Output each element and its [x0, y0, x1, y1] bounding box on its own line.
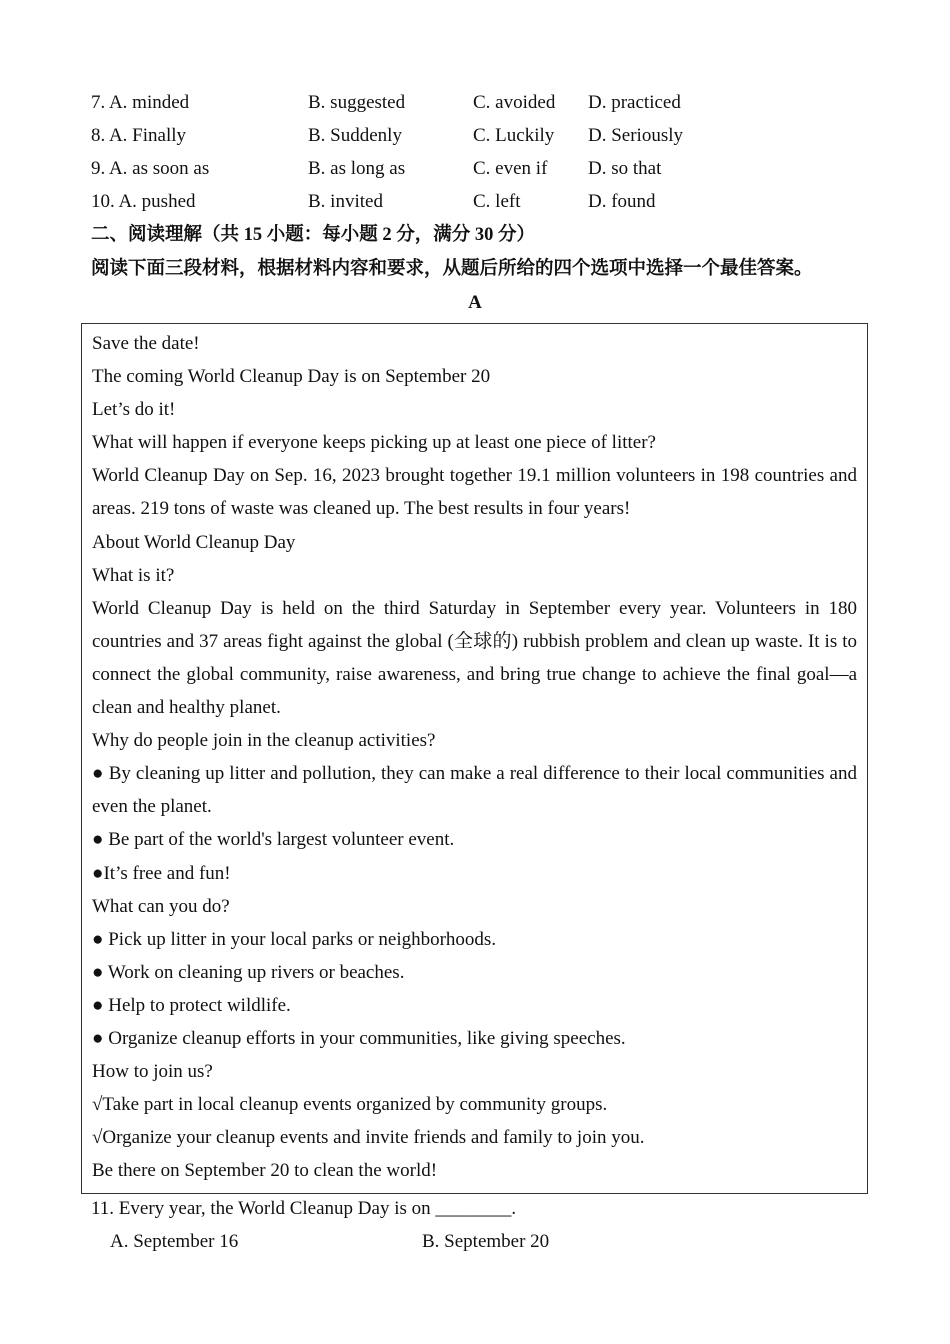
passage-line: About World Cleanup Day [92, 531, 296, 553]
bullet-item: ● By cleaning up litter and pollution, they can make a real difference to their local communities and even the planet. [92, 763, 857, 818]
passage-line: Let’s do it! [92, 399, 176, 421]
check-item: √Take part in local cleanup events organized by community groups. [92, 1094, 608, 1116]
bullet-item: ● Organize cleanup efforts in your communities, like giving speeches. [92, 1027, 626, 1049]
question-11-option-a: A. September 16 [110, 1231, 239, 1252]
option-b: B. invited [308, 191, 383, 212]
passage-paragraph: World Cleanup Day on Sep. 16, 2023 brought together 19.1 million volunteers in 198 countries and areas. 219 tons of waste was cleaned up. The best results in four years! [92, 465, 857, 520]
passage-line: The coming World Cleanup Day is on September 20 [92, 366, 491, 388]
passage-line: How to join us? [92, 1061, 213, 1083]
bullet-item: ● Pick up litter in your local parks or neighborhoods. [92, 928, 497, 950]
option-b: B. suggested [308, 92, 406, 113]
option-c: C. Luckily [473, 125, 555, 146]
passage-line: What is it? [92, 564, 175, 586]
option-d: D. Seriously [588, 125, 683, 146]
passage-paragraph: World Cleanup Day is held on the third Saturday in September every year. Volunteers in 180 countries and 37 areas fight against the global (全球的) rubbish problem and clean up waste. It is to connect the global community, raise awareness, and bring true change to achieve the final goal—a clean and healthy planet. [92, 597, 857, 719]
option-c: C. avoided [473, 92, 556, 113]
bullet-item: ● Help to protect wildlife. [92, 994, 291, 1016]
bullet-item: ●It’s free and fun! [92, 862, 231, 884]
option-c: C. left [473, 191, 521, 212]
passage-label: A [468, 292, 482, 313]
passage-line: Save the date! [92, 333, 200, 354]
option-a: 7. A. minded [91, 92, 190, 113]
passage-box [81, 323, 868, 1194]
passage-line: Why do people join in the cleanup activities? [92, 730, 436, 752]
question-11: 11. Every year, the World Cleanup Day is on ________. [91, 1198, 517, 1219]
passage-line: What will happen if everyone keeps picking up at least one piece of litter? [92, 432, 656, 454]
option-a: 8. A. Finally [91, 125, 187, 146]
option-d: D. practiced [588, 92, 681, 113]
option-d: D. so that [588, 158, 662, 179]
option-a: 10. A. pushed [91, 191, 196, 212]
option-c: C. even if [473, 158, 548, 179]
bullet-item: ● Be part of the world's largest volunteer event. [92, 829, 455, 851]
question-11-option-b: B. September 20 [422, 1231, 550, 1252]
bullet-item: ● Work on cleaning up rivers or beaches. [92, 961, 405, 983]
section-instruction: 阅读下面三段材料，根据材料内容和要求，从题后所给的四个选项中选择一个最佳答案。 [91, 259, 813, 279]
option-b: B. Suddenly [308, 125, 402, 146]
option-a: 9. A. as soon as [91, 158, 210, 179]
passage-line: What can you do? [92, 895, 230, 917]
check-item: √Organize your cleanup events and invite friends and family to join you. [92, 1127, 645, 1149]
passage-line: Be there on September 20 to clean the world! [92, 1160, 438, 1182]
option-d: D. found [588, 191, 656, 212]
option-b: B. as long as [308, 158, 406, 179]
section-heading: 二、阅读理解（共 15 小题：每小题 2 分，满分 30 分） [91, 225, 536, 245]
